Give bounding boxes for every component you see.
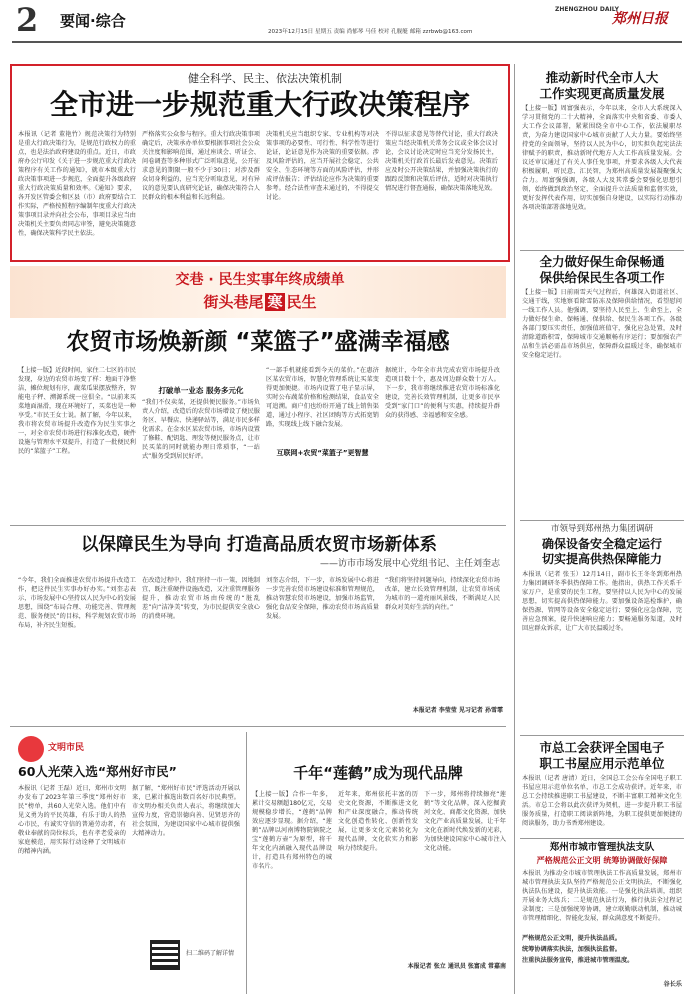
crane-col-2: 近年来，郑州依托丰富的历史文化资源，不断推进文化和产业深度融合，推动传统文化创造性转化、创新性发展，让更多文化元素转化为现代品牌，文化软实力和影响力持续提升。 — [338, 791, 418, 852]
npc-body: 【上接一版】周富强表示，今年以来，全市人大系统深入学习贯彻党的二十大精神，全面落实中央和省委、市委人大工作会议部署，紧紧围绕全市中心工作，依法履职尽责，为奋力建设国家中心城市贡献了人大力量。要始终坚持党的全面领导，坚持以人民为中心，切实担负起宪法法律赋予的职责，推动新时代地方人大工作高质量发展。会议还审议通过了有关人事任免事项，并要求各级人大代表积极履职，听民意、汇民智，为郑州高质量发展凝聚强大合力。周富强强调，各级人大及其常委会要强化思想引领，始终做到政治坚定，全面提升立法质量和监督实效，更好发挥代表作用，切实加强自身建设，以实际行动推动各项决策部署落地见效。 — [522, 105, 682, 211]
heating-body: 本报讯（记者 张玉）12月14日，副市长王冬冬到郑州热力集团调研冬季供热保障工作。他指出，供热工作关系千家万户，是重要的民生工程，要坚持以人民为中心的发展思想，切实提高供热保障能力。要加强设备巡检维护，确保热源、管网等设备安全稳定运行；要强化应急保障，完善应急预案，提升快速响应能力；要畅通服务渠道，及时回应群众诉求，让广大市民温暖过冬。 — [522, 571, 682, 632]
heating-headline-3: 切实提高供热保障能力 — [541, 552, 662, 566]
law-sub-3: 注重执法服务宣传，推进城市管理温度。 — [522, 957, 634, 964]
market-banner-main-a: 街头巷尾 — [203, 293, 264, 311]
heating-headline-2: 确保设备安全稳定运行 — [541, 537, 662, 551]
dateline: 2023年12月15日 星期五 责编 尚郁琴 马佳 校对 孔舰艇 邮箱 zzrbwb@163.com — [268, 29, 473, 35]
lead-headline: 全市进一步规范重大行政决策程序 — [49, 88, 470, 121]
market-sub-a: 打破单一业态 服务多元化 — [158, 386, 244, 395]
market-col-2: “我们不仅卖菜，还提供便民服务。”市场负责人介绍，改造后的农贸市场增设了便民服务区、早餐店、快递驿站等，满足市民多样化需求。在金水区某农贸市场，市场内设置了修鞋、配钥匙、理发等便民服务点，让市民买菜的同时就能办理日常琐事，“一站式”服务受到居民好评。 — [142, 399, 260, 460]
law-sub-2: 统筹协调落实执法，加强执法监督。 — [522, 946, 621, 953]
snow-body: 【上接一版】日前雨雪天气过程后，何雄深入街道社区、交通干线，实地察看除雪防冻及保障供给情况，看望慰问一线工作人员。他强调，要坚持人民至上、生命至上，全力做好保生命、保畅通、保供给、保民生各项工作。各级各部门要压实责任，加强值班值守，强化应急处置，及时清除道路积雪，保障城市交通顺畅有序运行；要加强农产品和生活必需品市场供应，保障群众温暖过冬，确保城市安全稳定运行。 — [522, 289, 682, 359]
masthead — [0, 0, 690, 44]
union-body: 本报讯（记者 唐清）近日，全国总工会公布全国电子职工书屋应用示范单位名单，市总工会成功获评。近年来，市总工会持续推进职工书屋建设，不断丰富职工精神文化生活。市总工会将以此次获评为契机，进一步提升职工书屋服务质量，打造职工阅读新阵地，为职工提供更加便捷的阅读服务，助力书香郑州建设。 — [522, 775, 682, 827]
lead-col-1: 本报讯（记者 董艳竹）规范决策行为特别是重大行政决策行为，是规范行政权力的重点，也是法治政府建设的重点。近日，市政府办公厅印发《关于进一步规范重大行政决策程序有关工作的通知》，就市本级重大行政决策事项进一步规范，全面提升各级政府重大行政决策质量和效率。《通知》要求，各开发区管委会和区县（市）政府要结合工作实际，严格按照程序编制年度重大行政决策事项目录并向社会公布，事项目录应当由决策机关主要负责同志审签，避免决策随意性，确保决策科学民主依法。 — [18, 131, 136, 237]
law-sub-1: 严格规范公正文明，提升执法品质。 — [522, 935, 621, 942]
crane-col-3: 下一步，郑州将持续擦亮“莲鹤”等文化品牌，深入挖掘黄河文化、商都文化资源，加快文化产业高质量发展，让千年文化在新时代焕发新的光彩，为加快建设国家中心城市注入文化动能。 — [424, 791, 506, 852]
market-banner-top: 交巷 · 民生实事年终成绩单 — [175, 272, 345, 288]
market-banner-main — [140, 292, 380, 312]
law-body: 本报讯 为推动全市城市管理执法工作高质量发展，郑州市城市管理执法支队坚持严格规范公正文明执法，不断强化执法队伍建设，提升执法效能。一是强化执法培训，组织开展业务大练兵；二是规范执法行为，推行执法全过程记录制度；三是加强统筹协调，建立联勤联动机制，推动城市管理精细化、智能化发展，群众满意度不断提升。 — [522, 870, 682, 922]
guarantee-col-2: 在改造过程中，我们坚持一市一策，因地制宜，既注重硬件设施改造，又注重管理服务提升，推动农贸市场由传统的“脏乱差”向“洁净美”转变，为市民提供安全放心的消费环境。 — [142, 577, 260, 620]
guarantee-subline: ——访市市场发展中心党组书记、主任刘奎志 — [319, 559, 500, 569]
page-number: 2 — [16, 1, 39, 39]
market-col-1: 【上接一版】近段时间，家住二七区的市民发现，身边的农贸市场变了样：地面干净整洁，摊位规划有序，蔬菜瓜果摆放整齐，智能电子秤、溯源系统一应俱全。“以前来买菜地面湿滑，现在环境好了，买菜也是一种享受。”市民王女士说。据了解，今年以来，我市将农贸市场提升改造作为民生实事之一，对全市农贸市场进行标准化改造，硬件设施与管理水平双提升，打造了一批便民利民的“菜篮子”工程。 — [18, 367, 136, 455]
market-headline: 农贸市场焕新颜 “菜篮子”盛满幸福感 — [66, 329, 450, 355]
guarantee-headline: 以保障民生为导向 打造高品质农贸市场新体系 — [80, 535, 438, 555]
market-sub-b: 互联网+农贸“菜篮子”更智慧 — [276, 449, 369, 457]
union-headline-1: 市总工会获评全国电子 — [539, 740, 665, 755]
guarantee-col-4: “我们将坚持问题导向，持续深化农贸市场改革，建立长效管理机制，让农贸市场成为城市的一道亮丽风景线，不断满足人民群众对美好生活的向往。” — [385, 577, 500, 611]
union-headline-2: 职工书屋应用示范单位 — [539, 756, 665, 771]
heating-kicker: 市领导到郑州热力集团调研 — [550, 524, 653, 534]
market-banner-main-b: 寒 — [267, 293, 283, 311]
civilized-tag: 文明市民 — [48, 743, 85, 753]
pub-en: ZHENGZHOU DAILY — [555, 6, 619, 13]
law-headline-1: 郑州市城市管理执法支队 — [549, 842, 655, 853]
crane-col-1: 【上接一版】合作一年多，累计交易额超180亿元，交易规模稳步增长，“莲鹤”品牌效应逐步显现。据介绍，“莲鹤”品牌以河南博物院镇院之宝“莲鹤方壶”为原型，将千年文化内涵融入现代品牌设计，打造具有郑州特色的城市名片。 — [252, 791, 332, 870]
law-headline-2: 严格规范公正文明 统筹协调做好保障 — [536, 856, 668, 865]
market-banner-main-c: 民生 — [286, 293, 317, 311]
crane-byline: 本报记者 张立 通讯员 张富成 常嘉南 — [407, 963, 506, 970]
civilized-tag-badge — [18, 736, 44, 762]
market-col-4: 据统计，今年全市共完成农贸市场提升改造项目数十个，惠及周边群众数十万人。下一步，我市将继续推进农贸市场标准化建设，完善长效管理机制，让更多市民享受到“家门口”的便利与实惠，持续提升群众的获得感、幸福感和安全感。 — [385, 367, 500, 419]
section-title: 要闻·综合 — [60, 12, 126, 30]
guarantee-col-1: “今年，我们全面推进农贸市场提升改造工作，把这件民生实事办好办实。”刘奎志表示，市场发展中心坚持以人民为中心的发展思想，围绕“布局合理、功能完善、管理规范、服务便民”的目标，科学规划农贸市场布局，补齐民生短板。 — [18, 577, 136, 629]
lead-kicker: 健全科学、民主、依法决策机制 — [188, 72, 342, 85]
npc-headline-2: 工作实现更高质量发展 — [539, 86, 665, 101]
snow-headline-2: 保供给保民生各项工作 — [539, 270, 665, 285]
qr-code[interactable] — [150, 940, 180, 970]
guarantee-byline: 本报记者 李莹莹 见习记者 孙雪霏 — [412, 707, 503, 714]
law-author: 谷长乐 — [663, 981, 682, 988]
guarantee-col-3: 刘奎志介绍，下一步，市场发展中心将进一步完善农贸市场建设标准和管理规范，推动智慧农贸市场建设，加强市场监管，强化食品安全保障，推动农贸市场高质量发展。 — [266, 577, 379, 620]
lead-col-2: 严格落实公众参与程序。重大行政决策事项确定后，决策承办单位要根据事项社会公众关注度和影响范围，通过座谈会、听证会、问卷调查等多种形式广泛听取意见，公开征求意见的期限一般不少于30日；对涉及群众切身利益的，应当充分听取意见，对有异议的意见要认真研究论证，确保决策符合人民群众的根本利益和长远利益。 — [142, 131, 260, 201]
civilized-col-2: 据了解，“郑州好市民”评选活动开展以来，已累计推选出数百名好市民典型。市文明办相关负责人表示，将继续加大宣传力度，营造崇德向善、见贤思齐的社会氛围，为建设国家中心城市提供强大精神动力。 — [132, 785, 240, 837]
crane-headline: 千年“莲鹤”成为现代品牌 — [293, 764, 463, 782]
civilized-col-1: 本报讯（记者 王磊）近日，郑州市文明办发布了2023年第三季度“郑州好市民”榜单，共60人光荣入选。他们中有见义勇为的平民英雄，有乐于助人的热心市民，有诚实守信的普通劳动者，有敬业奉献的岗位标兵，也有孝老爱亲的家庭模范，用实际行动诠释了文明城市的精神内涵。 — [18, 785, 126, 855]
market-col-3: “一部手机就能看到今天的菜价。”在惠济区某农贸市场，智慧化管理系统让买菜变得更加便捷。市场内设置了电子显示屏，实时公布蔬菜价格和检测结果，食品安全可追溯。商户们也纷纷开通了线上销售渠道，通过小程序、社区团购等方式拓宽销路，实现线上线下融合发展。 — [266, 367, 379, 428]
qr-caption: 扫二维码了解详情 — [186, 950, 235, 957]
snow-headline-1: 全力做好保生命保畅通 — [539, 254, 665, 269]
civilized-headline: 60人光荣入选“郑州好市民” — [18, 764, 177, 779]
lead-col-3: 决策机关应当组织专家、专业机构等对决策事项的必要性、可行性、科学性等进行论证，论证意见作为决策的重要依据。涉及风险评估的，应当开展社会稳定、公共安全、生态环境等方面的风险评估，并形成评估报告；评估结论应作为决策的重要参考。经合法性审查未通过的，不得提交讨论。 — [266, 131, 379, 201]
lead-col-4: 不得以征求意见等替代讨论，重大行政决策应当经决策机关常务会议或全体会议讨论，会议讨论决定时应当充分发扬民主，决策机关行政首长最后发表意见。决策后应及时公开决策结果，并加强决策执行的跟踪反馈和决策后评估，适时对决策执行情况进行督查通报，确保决策落地见效。 — [385, 131, 498, 192]
npc-headline-1: 推动新时代全市人大 — [545, 70, 659, 85]
newspaper-logo: 郑州日报 — [612, 11, 668, 27]
